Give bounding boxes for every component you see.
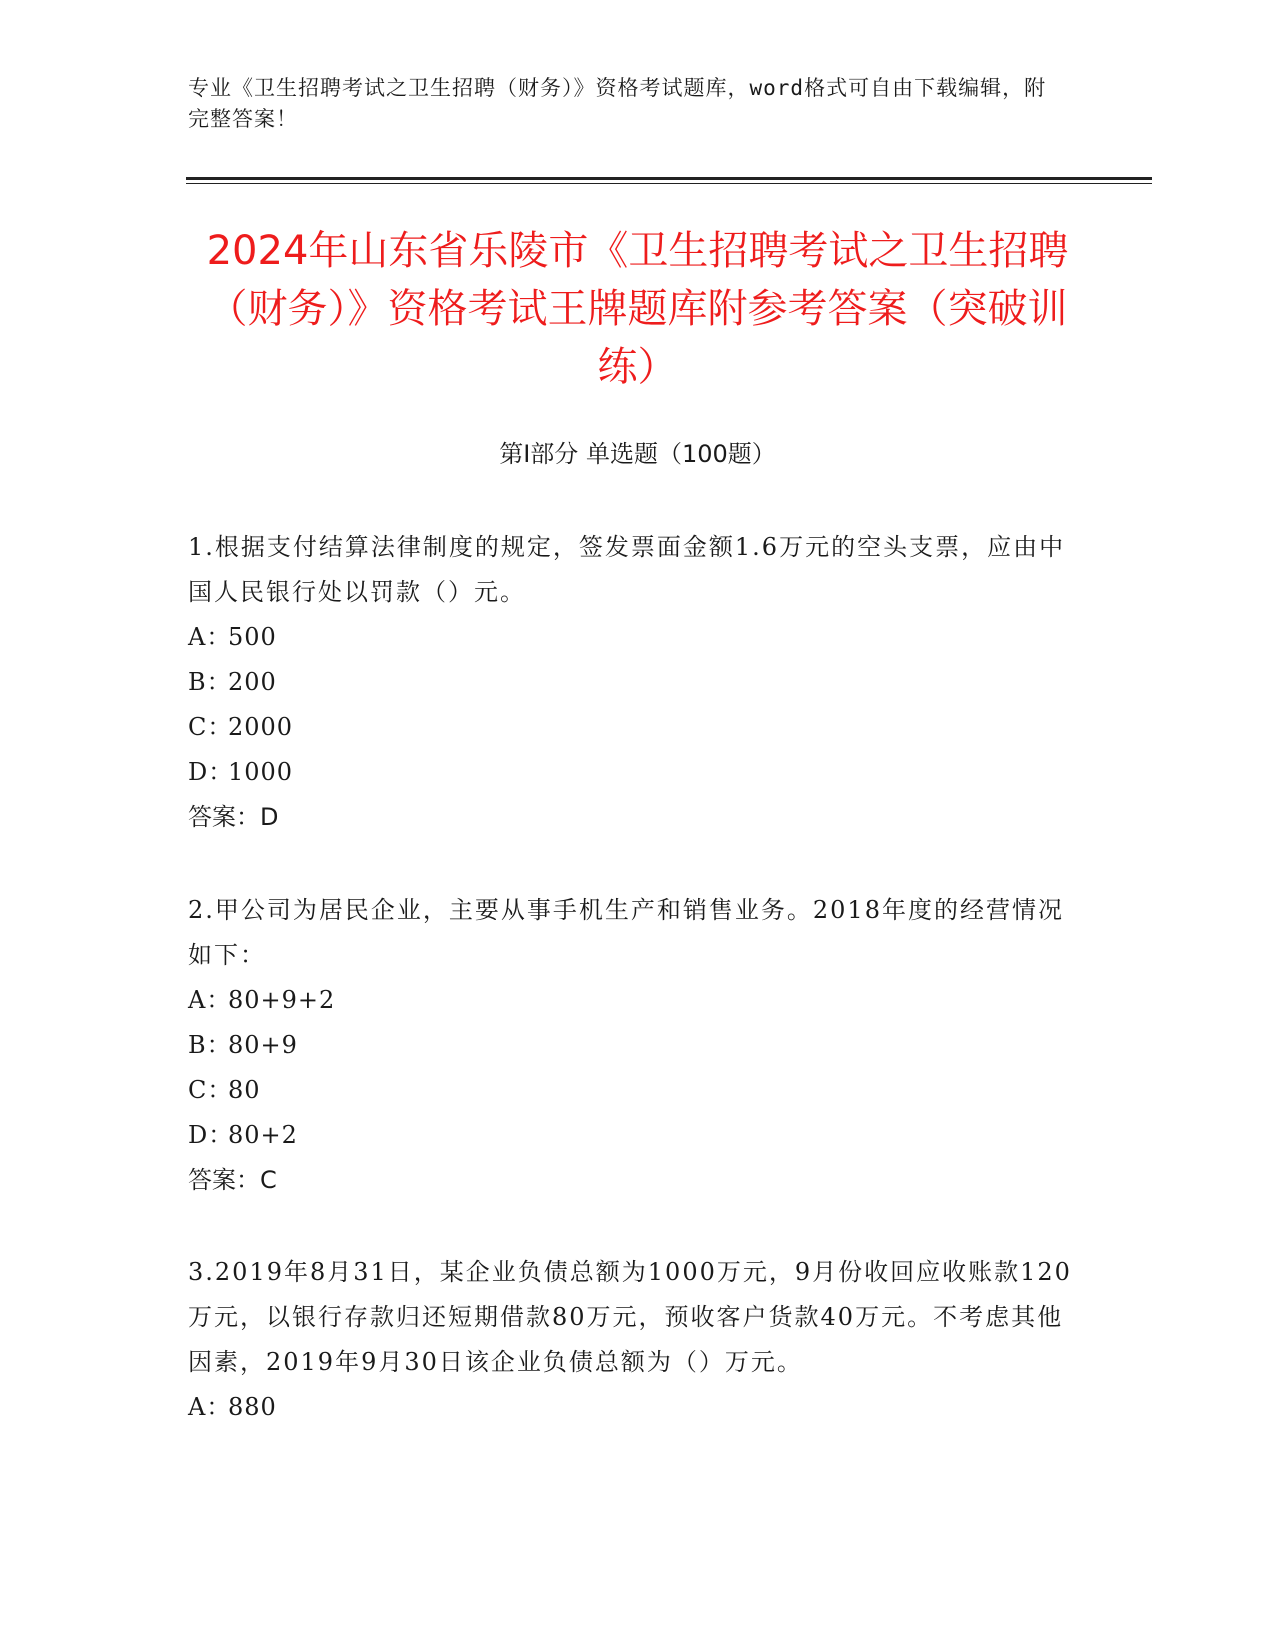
question-text: 3.2019年8月31日，某企业负债总额为1000万元，9月份收回应收账款120万元，以银行存款归还短期借款80万元，预收客户货款40万元。不考虑其他因素，2019年9月30日该企业负债总额为（）万元。 <box>188 1258 1072 1376</box>
answer: 答案：D <box>188 803 279 831</box>
question-3 <box>188 1250 1088 1430</box>
option-c <box>188 705 1088 750</box>
question-2 <box>188 888 1088 1203</box>
option-value: 880 <box>228 1393 277 1421</box>
header-divider-thin <box>186 183 1152 184</box>
option-value: 200 <box>228 668 277 696</box>
option-b <box>188 1023 1088 1068</box>
option-value: 80 <box>228 1076 261 1104</box>
option-value: 500 <box>228 623 277 651</box>
option-a <box>188 615 1088 660</box>
header-note: 专业《卫生招聘考试之卫生招聘（财务）》资格考试题库，word格式可自由下载编辑，附完整答案！ <box>188 76 1047 131</box>
section-heading: 第I部分 单选题（100题） <box>499 440 776 468</box>
option-value: 1000 <box>228 758 294 786</box>
option-d <box>188 1113 1088 1158</box>
option-key: A： <box>188 1393 232 1421</box>
question-text: 1.根据支付结算法律制度的规定，签发票面金额1.6万元的空头支票，应由中国人民银行处以罚款（）元。 <box>188 533 1066 606</box>
option-key: B： <box>188 668 232 696</box>
option-key: C： <box>188 1076 233 1104</box>
option-b <box>188 660 1088 705</box>
option-d <box>188 750 1088 795</box>
option-a <box>188 978 1088 1023</box>
option-value: 80+2 <box>228 1121 298 1149</box>
question-1 <box>188 525 1088 840</box>
option-key: A： <box>188 623 232 651</box>
option-key: D： <box>188 758 234 786</box>
answer: 答案：C <box>188 1166 277 1194</box>
header-divider <box>186 177 1152 180</box>
option-value: 80+9+2 <box>228 986 336 1014</box>
option-a <box>188 1385 1088 1430</box>
option-key: D： <box>188 1121 234 1149</box>
option-value: 80+9 <box>228 1031 298 1059</box>
option-c <box>188 1068 1088 1113</box>
option-key: B： <box>188 1031 232 1059</box>
option-value: 2000 <box>228 713 294 741</box>
option-key: A： <box>188 986 232 1014</box>
document-title: 2024年山东省乐陵市《卫生招聘考试之卫生招聘（财务）》资格考试王牌题库附参考答案（突破训练） <box>206 228 1069 390</box>
option-key: C： <box>188 713 233 741</box>
question-text: 2.甲公司为居民企业，主要从事手机生产和销售业务。2018年度的经营情况如下： <box>188 896 1064 969</box>
